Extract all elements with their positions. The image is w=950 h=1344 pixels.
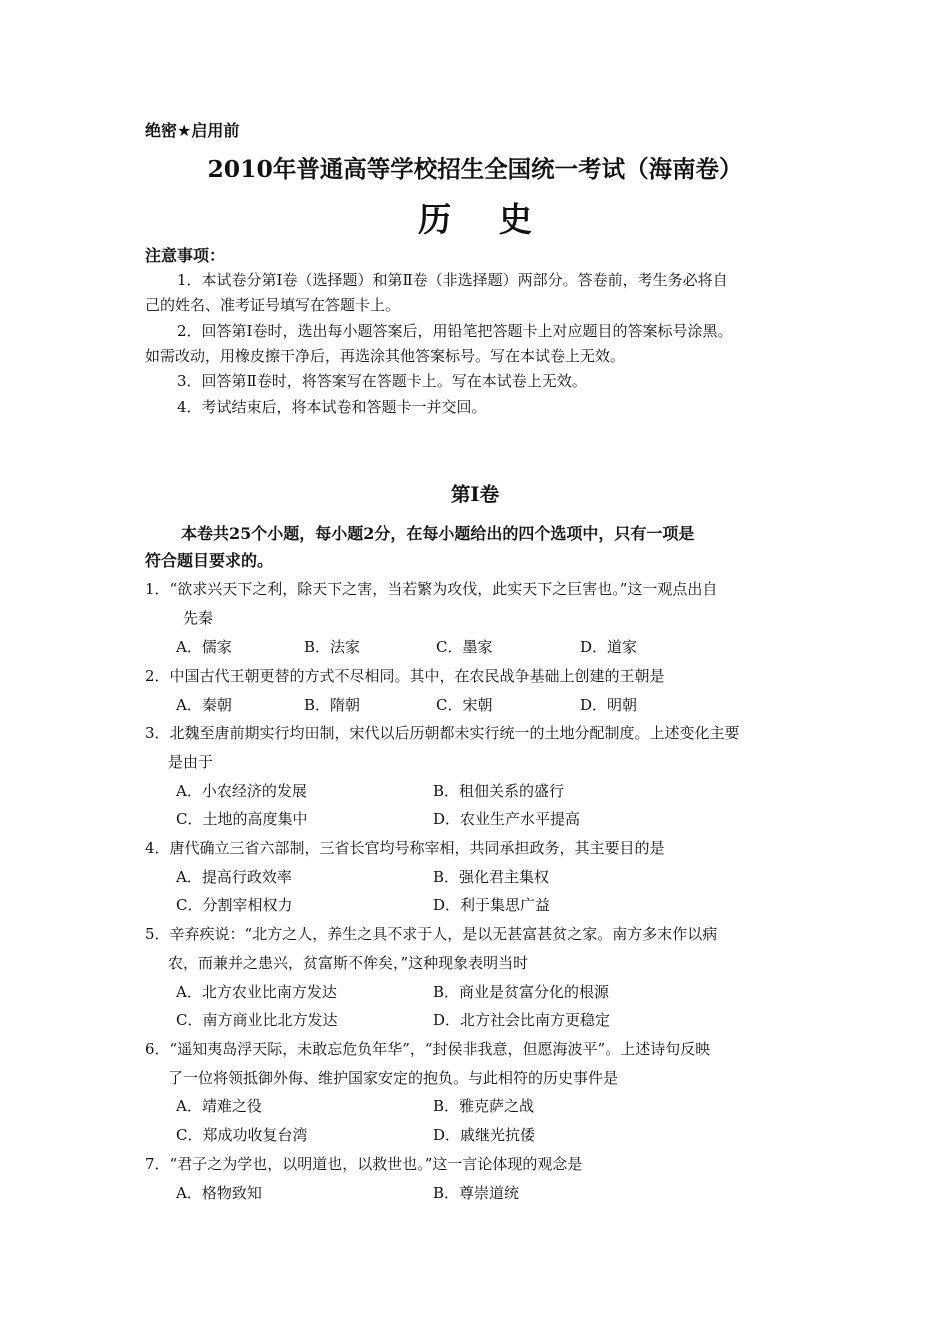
question-stem: 5．辛弃疾说：“北方之人，养生之具不求于人，是以无甚富甚贫之家。南方多末作以病	[145, 925, 718, 943]
exam-title: 2010年普通高等学校招生全国统一考试（海南卷）	[207, 155, 743, 183]
option-b: B．雅克萨之战	[433, 1097, 535, 1115]
option-d: D．农业生产水平提高	[433, 810, 581, 828]
notice-line: 2．回答第Ⅰ卷时，选出每小题答案后，用铅笔把答题卡上对应题目的答案标号涂黑。	[177, 322, 733, 340]
option-a: A．靖难之役	[176, 1097, 262, 1115]
notice-title: 注意事项：	[145, 246, 226, 265]
notice-line: 如需改动，用橡皮擦干净后，再选涂其他答案标号。写在本试卷上无效。	[145, 347, 626, 365]
option-c: C．宋朝	[436, 696, 493, 714]
notice-line: 3．回答第Ⅱ卷时，将答案写在答题卡上。写在本试卷上无效。	[177, 372, 587, 390]
notice-line: 1．本试卷分第Ⅰ卷（选择题）和第Ⅱ卷（非选择题）两部分。答卷前，考生务必将自	[177, 271, 728, 289]
option-b: B．尊崇道统	[433, 1184, 520, 1202]
section-title: 第Ⅰ卷	[450, 483, 500, 506]
option-a: A．秦朝	[176, 696, 232, 714]
option-b: B．隋朝	[304, 696, 361, 714]
question-stem: 6．“遥知夷岛浮天际，未敢忘危负年华”，“封侯非我意，但愿海波平”。上述诗句反映	[145, 1040, 711, 1058]
option-c: C．墨家	[436, 638, 493, 656]
option-d: D．戚继光抗倭	[433, 1126, 536, 1144]
option-b: B．法家	[304, 638, 361, 656]
option-d: D．道家	[580, 638, 638, 656]
option-b: B．租佃关系的盛行	[433, 782, 565, 800]
option-c: C．郑成功收复台湾	[176, 1126, 308, 1144]
option-d: D．利于集思广益	[433, 896, 551, 914]
question-stem: 先秦	[183, 609, 214, 627]
option-a: A．小农经济的发展	[176, 782, 307, 800]
notice-line: 4．考试结束后，将本试卷和答题卡一并交回。	[177, 398, 487, 416]
option-c: C．南方商业比北方发达	[176, 1011, 338, 1029]
subject-title: 历 史	[417, 200, 551, 239]
option-c: C．土地的高度集中	[176, 810, 308, 828]
question-stem: 3．北魏至唐前期实行均田制，宋代以后历朝都未实行统一的土地分配制度。上述变化主要	[145, 724, 740, 742]
option-b: B．商业是贫富分化的根源	[433, 983, 610, 1001]
option-c: C．分割宰相权力	[176, 896, 293, 914]
question-stem: 农，而兼并之患兴，贫富斯不侔矣，”这种现象表明当时	[168, 954, 529, 972]
option-d: D．明朝	[580, 696, 638, 714]
option-a: A．北方农业比南方发达	[176, 983, 337, 1001]
option-d: D．北方社会比南方更稳定	[433, 1011, 611, 1029]
secret-mark: 绝密★启用前	[145, 121, 240, 140]
question-stem: 2．中国古代王朝更替的方式不尽相同。其中，在农民战争基础上创建的王朝是	[145, 667, 665, 685]
option-b: B．强化君主集权	[433, 868, 550, 886]
option-a: A．提高行政效率	[176, 868, 292, 886]
question-stem: 是由于	[168, 753, 214, 771]
question-stem: 了一位将领抵御外侮、维护国家安定的抱负。与此相符的历史事件是	[168, 1069, 619, 1087]
question-stem: 7．“君子之为学也，以明道也，以救世也。”这一言论体现的观念是	[145, 1155, 583, 1173]
question-stem: 1．“欲求兴天下之利，除天下之害，当若繁为攻伐，此实天下之巨害也。”这一观点出自	[145, 580, 718, 598]
notice-line: 己的姓名、准考证号填写在答题卡上。	[145, 296, 401, 314]
question-stem: 4．唐代确立三省六部制，三省长官均号称宰相，共同承担政务，其主要目的是	[145, 839, 665, 857]
section-instruction: 本卷共25个小题，每小题2分，在每小题给出的四个选项中，只有一项是	[181, 524, 695, 543]
option-a: A．儒家	[176, 638, 232, 656]
section-instruction: 符合题目要求的。	[145, 551, 274, 570]
option-a: A．格物致知	[176, 1184, 262, 1202]
